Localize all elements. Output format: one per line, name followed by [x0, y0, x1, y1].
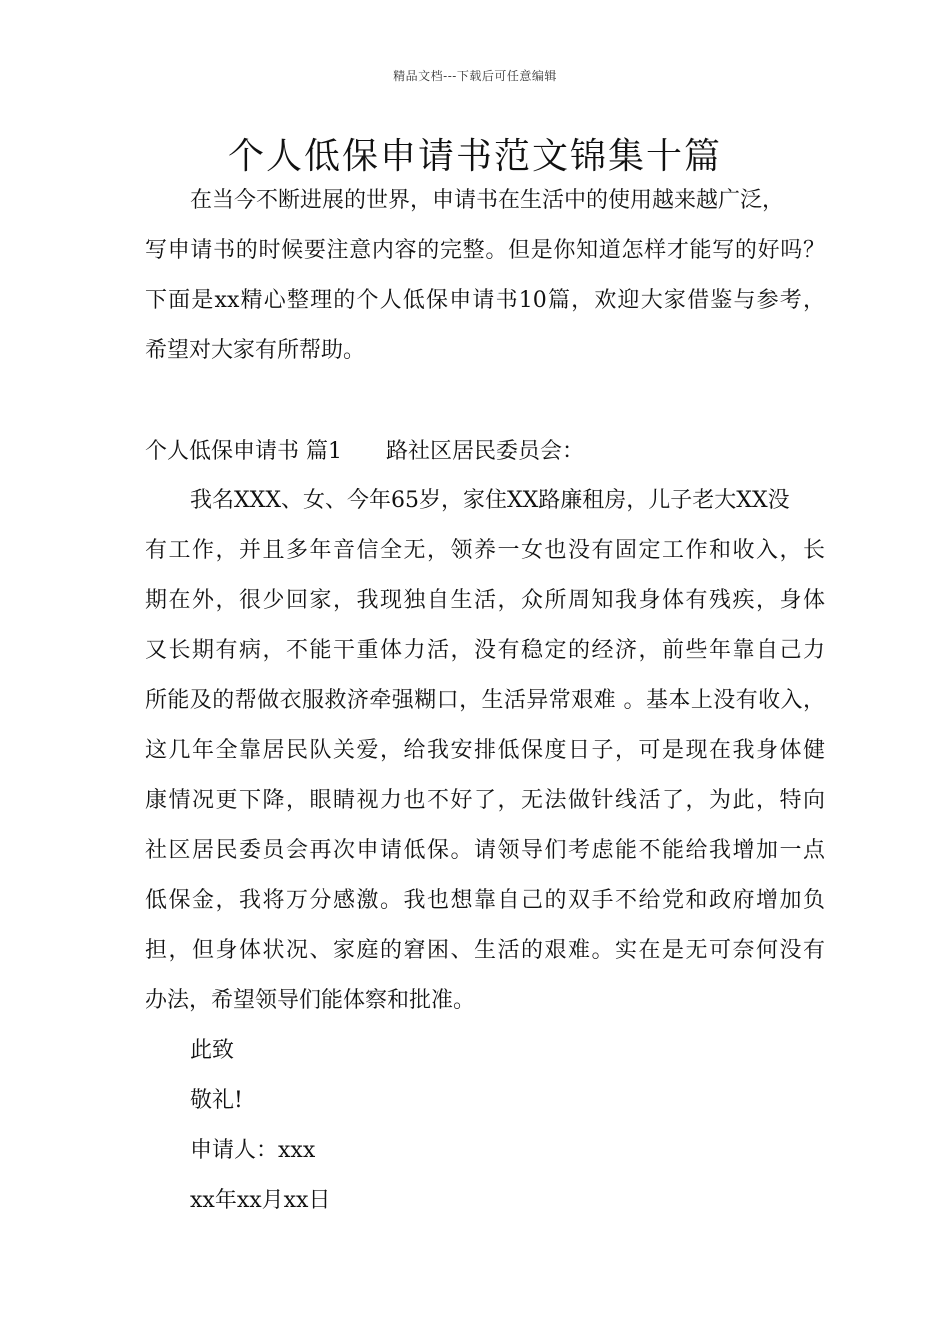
body-line: 我名XXX、女、今年65岁，家住XX路廉租房，儿子老大XX没	[190, 488, 790, 513]
body-line: 期在外，很少回家，我现独自生活，众所周知我身体有残疾，身体	[145, 588, 825, 613]
closing-salutation: 此致	[190, 1038, 235, 1063]
body-line: 有工作，并且多年音信全无，领养一女也没有固定工作和收入，长	[145, 538, 825, 563]
section-heading	[145, 437, 584, 467]
body-line: 办法，希望领导们能体察和批准。	[145, 988, 476, 1013]
intro-line: 在当今不断进展的世界，申请书在生活中的使用越来越广泛，	[190, 188, 785, 213]
applicant-signature: 申请人：xxx	[190, 1138, 316, 1163]
closing-respect: 敬礼!	[190, 1088, 243, 1113]
body-line: 社区居民委员会再次申请低保。请领导们考虑能不能给我增加一点	[145, 838, 825, 863]
addressee: 路社区居民委员会：	[386, 439, 585, 464]
section-title: 个人低保申请书 篇1	[145, 439, 342, 464]
body-line: 所能及的帮做衣服救济牵强糊口，生活异常艰难 。基本上没有收入，	[145, 688, 825, 713]
document-title: 个人低保申请书范文锦集十篇	[227, 136, 722, 177]
page-header-note: 精品文档---下载后可任意编辑	[393, 69, 557, 83]
intro-line: 希望对大家有所帮助。	[145, 338, 366, 363]
body-line: 担，但身体状况、家庭的窘困、生活的艰难。实在是无可奈何没有	[145, 938, 825, 963]
body-line: 这几年全靠居民队关爱，给我安排低保度日子，可是现在我身体健	[145, 738, 825, 763]
body-line: 低保金，我将万分感激。我也想靠自己的双手不给党和政府增加负	[145, 888, 825, 913]
body-line: 又长期有病，不能干重体力活，没有稳定的经济，前些年靠自己力	[145, 638, 825, 663]
intro-line: 下面是xx精心整理的个人低保申请书10篇，欢迎大家借鉴与参考，	[145, 288, 825, 313]
letter-date: xx年xx月xx日	[190, 1188, 331, 1213]
body-line: 康情况更下降，眼睛视力也不好了，无法做针线活了，为此，特向	[145, 788, 825, 813]
intro-line: 写申请书的时候要注意内容的完整。但是你知道怎样才能写的好吗？	[145, 238, 825, 263]
